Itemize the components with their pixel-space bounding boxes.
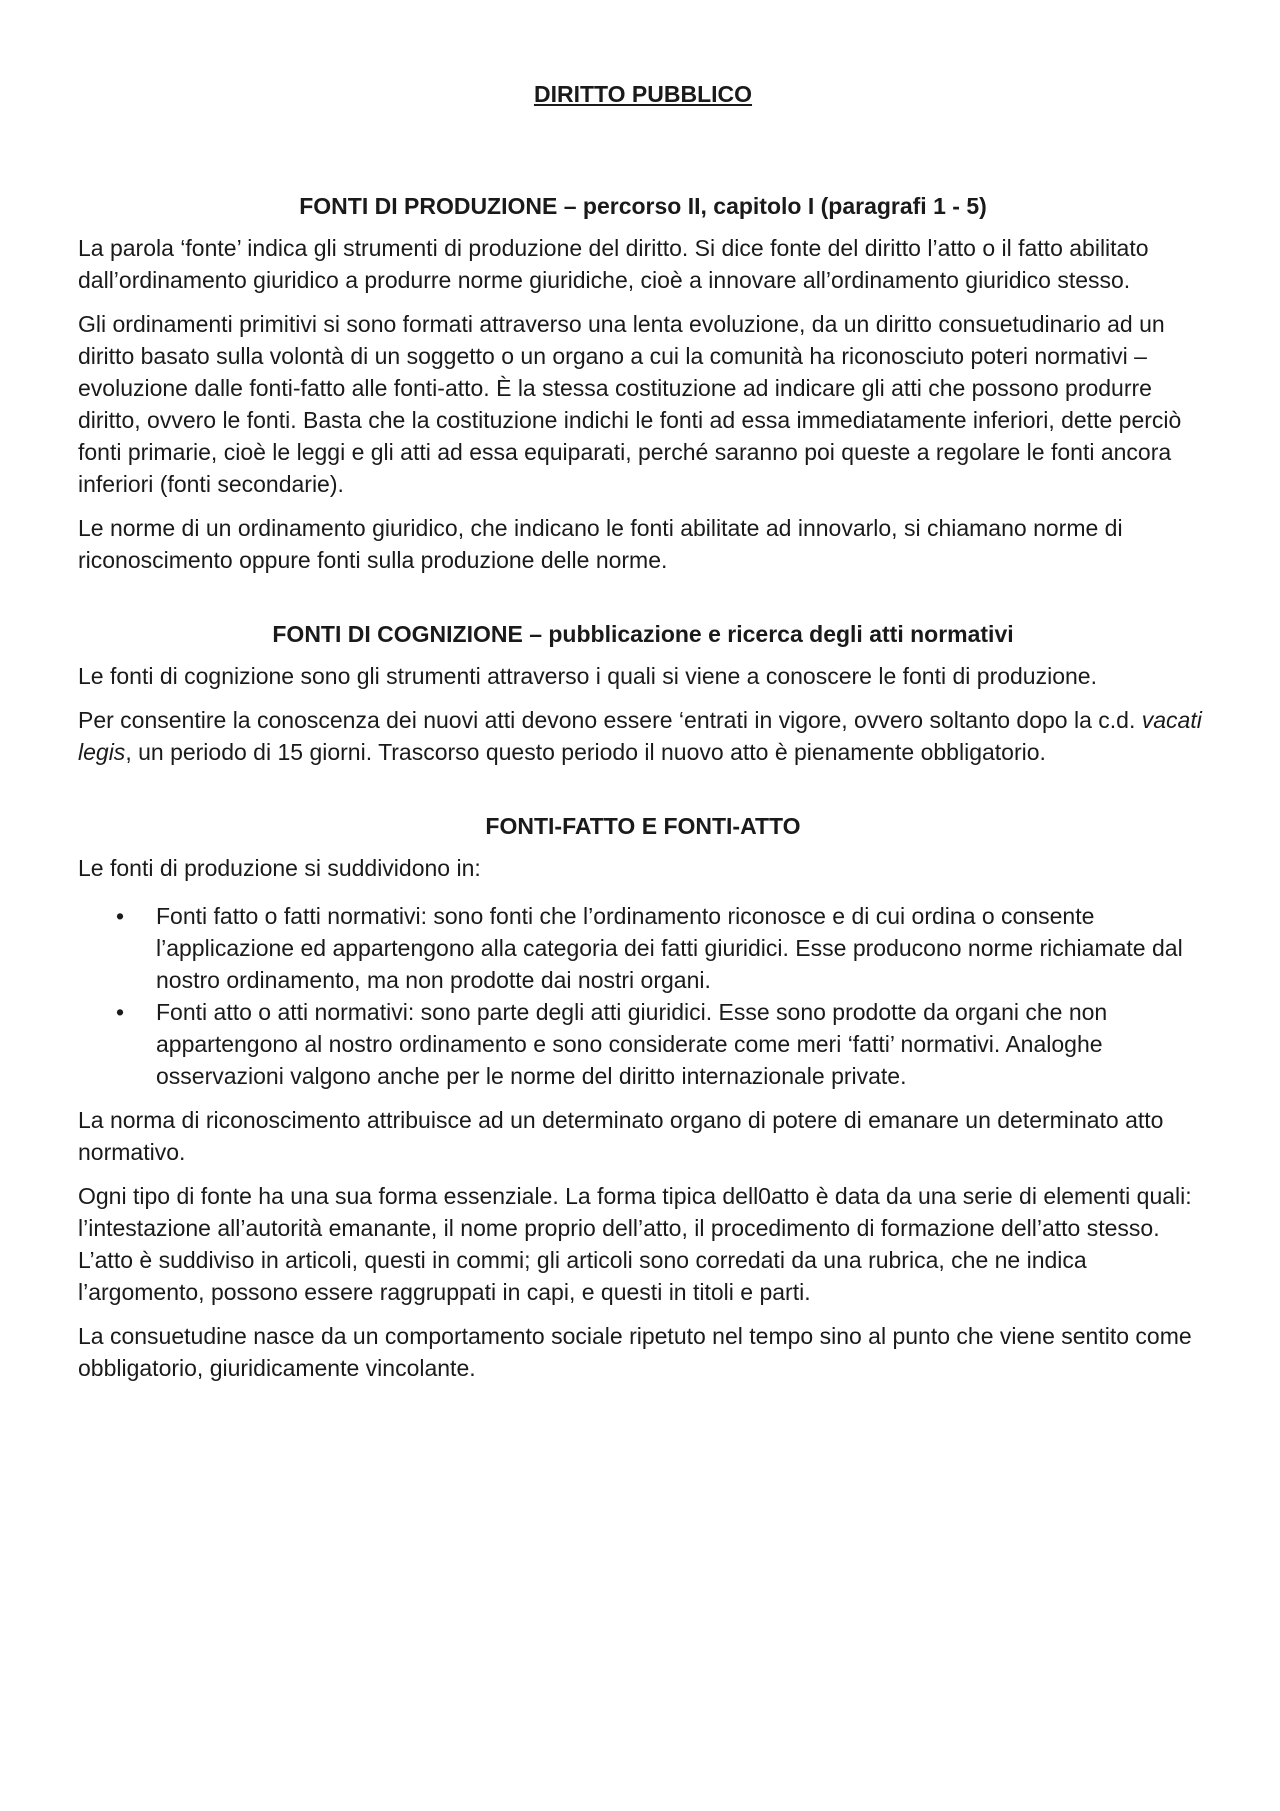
section-heading-fonti-di-cognizione: FONTI DI COGNIZIONE – pubblicazione e ricerca degli atti normativi [272, 621, 1014, 647]
document-title: DIRITTO PUBBLICO [533, 81, 753, 107]
paragraph: Le fonti di produzione si suddividono in: [78, 855, 481, 881]
paragraph: La norma di riconoscimento attribuisce ad un determinato organo di potere di emanare un determinato atto normativo. [78, 1107, 1164, 1165]
bullet-list [78, 900, 1208, 1092]
paragraph: Gli ordinamenti primitivi si sono formati attraverso una lenta evoluzione, da un diritto consuetudinario ad un diritto basato sulla volontà di un soggetto o un organo a cui la comunità ha riconosciuto poteri normativi – evoluzione dalle fonti-fatto alle fonti-atto. È la stessa costituzione ad indicare gli atti che possono produrre diritto, ovvero le fonti. Basta che la costituzione indichi le fonti ad essa immediatamente inferiori, dette perciò fonti primarie, cioè le leggi e gli atti ad essa equiparati, perché saranno poi queste a regolare le fonti ancora inferiori (fonti secondarie). [78, 311, 1182, 497]
paragraph-text: , un periodo di 15 giorni. Trascorso questo periodo il nuovo atto è pienamente obbligatorio. [125, 739, 1046, 765]
italic-term: vacati legis [78, 707, 1202, 765]
document-page [78, 78, 1208, 1384]
paragraph: Le norme di un ordinamento giuridico, che indicano le fonti abilitate ad innovarlo, si chiamano norme di riconoscimento oppure fonti sulla produzione delle norme. [78, 515, 1123, 573]
list-item-text: Fonti atto o atti normativi: sono parte degli atti giuridici. Esse sono prodotte da organi che non appartengono al nostro ordinamento e sono considerate come meri ‘fatti’ normativi. Analoghe osservazioni valgono anche per le norme del diritto internazionale private. [156, 999, 1108, 1089]
paragraph: La consuetudine nasce da un comportamento sociale ripetuto nel tempo sino al punto che viene sentito come obbligatorio, giuridicamente vincolante. [78, 1323, 1192, 1381]
section-heading-fonti-di-produzione: FONTI DI PRODUZIONE – percorso II, capitolo I (paragrafi 1 - 5) [299, 193, 987, 219]
paragraph: La parola ‘fonte’ indica gli strumenti di produzione del diritto. Si dice fonte del diritto l’atto o il fatto abilitato dall’ordinamento giuridico a produrre norme giuridiche, cioè a innovare all’ordinamento giuridico stesso. [78, 235, 1149, 293]
bullet-icon: • [116, 999, 125, 1025]
paragraph-text: Per consentire la conoscenza dei nuovi atti devono essere ‘entrati in vigore, ovvero soltanto dopo la c.d. [78, 707, 1142, 733]
list-item [78, 900, 1208, 996]
paragraph [78, 704, 1208, 768]
paragraph: Ogni tipo di fonte ha una sua forma essenziale. La forma tipica dell0atto è data da una serie di elementi quali: l’intestazione all’autorità emanante, il nome proprio dell’atto, il procedimento di formazione dell’atto stesso. L’atto è suddiviso in articoli, questi in commi; gli articoli sono corredati da una rubrica, che ne indica l’argomento, possono essere raggruppati in capi, e questi in titoli e parti. [78, 1183, 1192, 1305]
bullet-icon: • [116, 903, 125, 929]
paragraph: Le fonti di cognizione sono gli strumenti attraverso i quali si viene a conoscere le fonti di produzione. [78, 663, 1097, 689]
section-heading-fonti-fatto-e-fonti-atto: FONTI-FATTO E FONTI-ATTO [485, 813, 801, 839]
list-item [78, 996, 1208, 1092]
list-item-text: Fonti fatto o fatti normativi: sono fonti che l’ordinamento riconosce e di cui ordina o consente l’applicazione ed appartengono alla categoria dei fatti giuridici. Esse producono norme richiamate dal nostro ordinamento, ma non prodotte dai nostri organi. [156, 903, 1183, 993]
